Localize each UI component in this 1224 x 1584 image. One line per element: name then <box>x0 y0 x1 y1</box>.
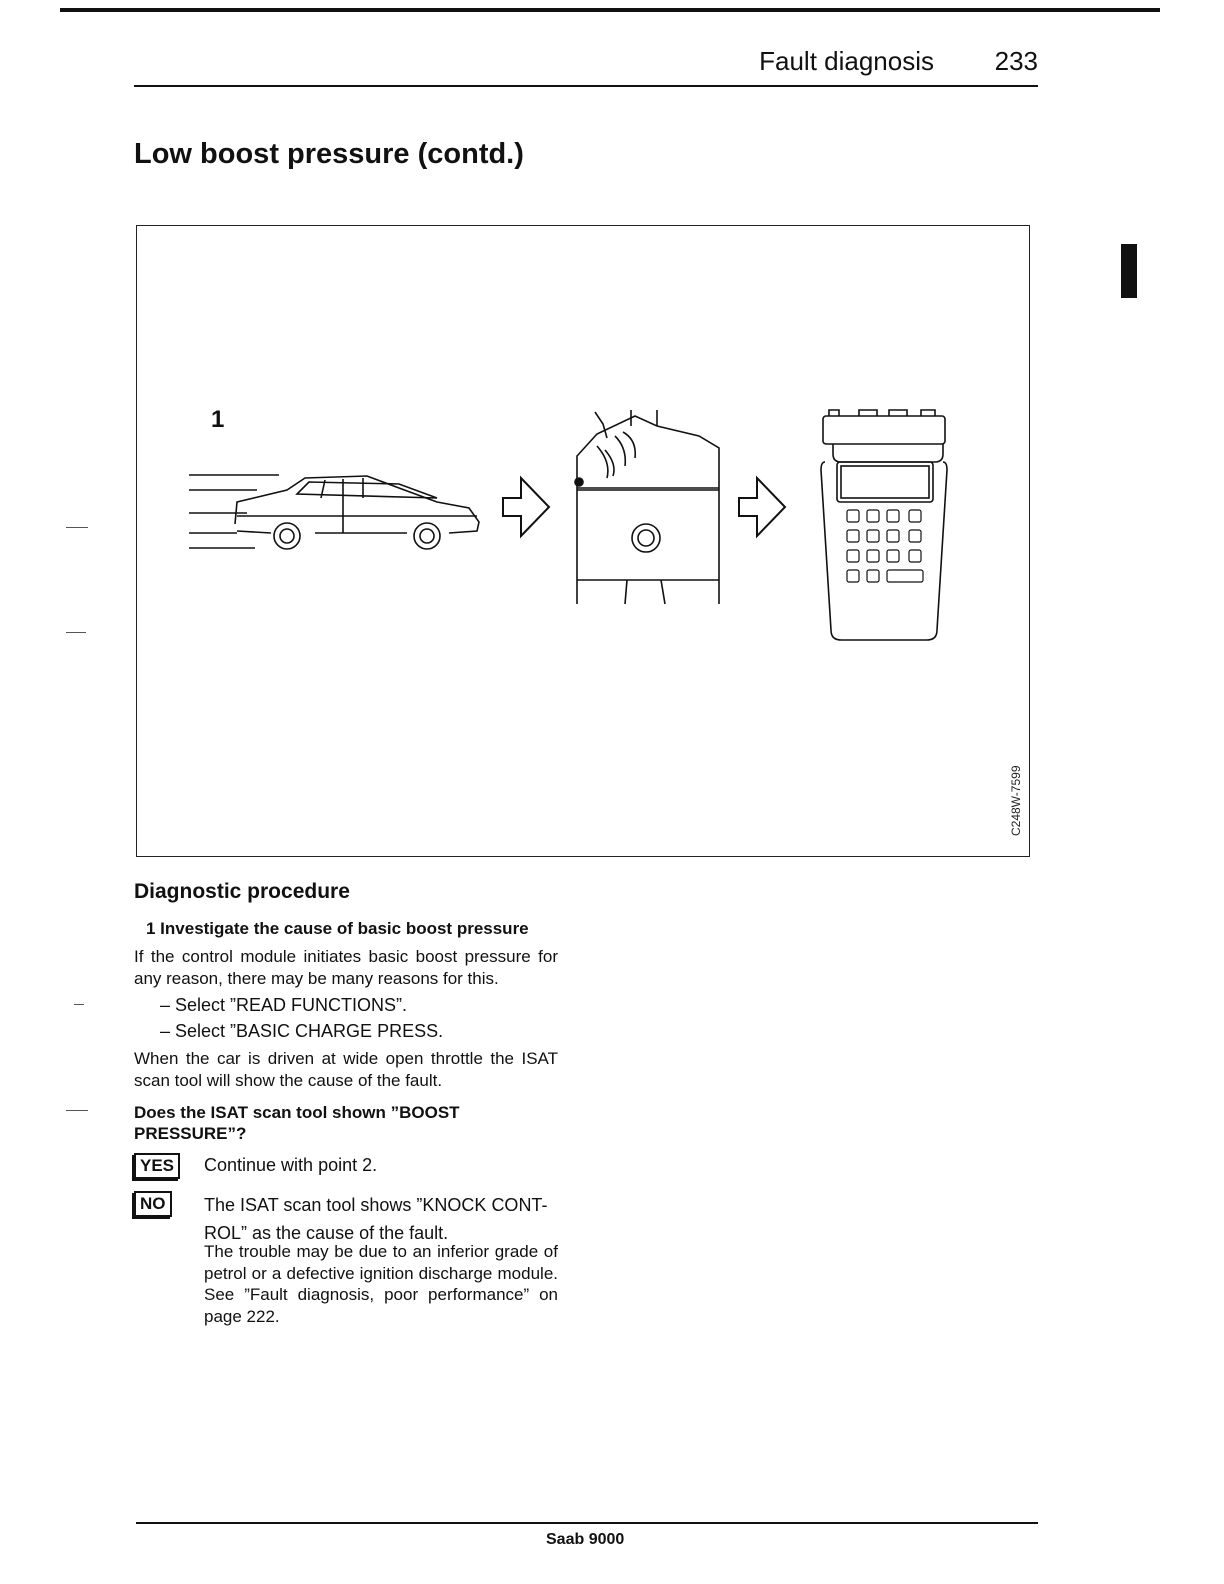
change-marker-bar <box>1121 244 1137 298</box>
yes-tag: YES <box>134 1153 180 1179</box>
procedure-heading: Diagnostic procedure <box>134 880 350 903</box>
running-header <box>134 44 1038 84</box>
instruction-bullet: – Select ”BASIC CHARGE PRESS. <box>160 1021 444 1041</box>
arrow-right-icon <box>503 478 549 536</box>
result-paragraph: When the car is driven at wide open throttle the ISAT scan tool will show the cause of the fault. <box>134 1049 558 1090</box>
no-answer: The ISAT scan tool shows ”KNOCK CONT-ROL” as the cause of the fault. <box>204 1195 548 1243</box>
top-page-rule <box>60 8 1160 12</box>
no-tag: NO <box>134 1191 172 1217</box>
instruction-bullet: – Select ”READ FUNCTIONS”. <box>160 995 408 1015</box>
figure-step-number: 1 <box>211 406 225 433</box>
figure-illustration <box>137 226 1031 858</box>
page-title: Low boost pressure (contd.) <box>134 138 524 170</box>
margin-mark <box>66 527 88 528</box>
section-name: Fault diagnosis <box>759 46 934 76</box>
page-number: 233 <box>994 46 1038 76</box>
figure-code: C248W-7599 <box>1009 765 1023 836</box>
isat-scan-tool-icon <box>821 410 947 640</box>
diagnosis-figure <box>136 225 1030 857</box>
arrow-right-icon <box>739 478 785 536</box>
no-answer-detail: The trouble may be due to an inferior grade of petrol or a defective ignition discharge module. See ”Fault diagnosis, poor performance” on page 222. <box>204 1242 558 1326</box>
diagnostic-question: Does the ISAT scan tool shown ”BOOST PRESSURE”? <box>134 1103 460 1143</box>
footer-title: Saab 9000 <box>546 1531 625 1548</box>
footer-rule <box>136 1522 1038 1524</box>
margin-mark <box>74 1004 84 1005</box>
yes-answer: Continue with point 2. <box>204 1155 378 1175</box>
car-driving-icon <box>189 475 479 549</box>
step-heading: 1 Investigate the cause of basic boost pressure <box>146 919 529 938</box>
margin-mark <box>66 1110 88 1111</box>
intro-paragraph: If the control module initiates basic boost pressure for any reason, there may be many reasons for this. <box>134 947 558 988</box>
margin-mark <box>66 632 86 633</box>
engine-knock-icon <box>575 410 719 604</box>
header-rule <box>134 85 1038 87</box>
